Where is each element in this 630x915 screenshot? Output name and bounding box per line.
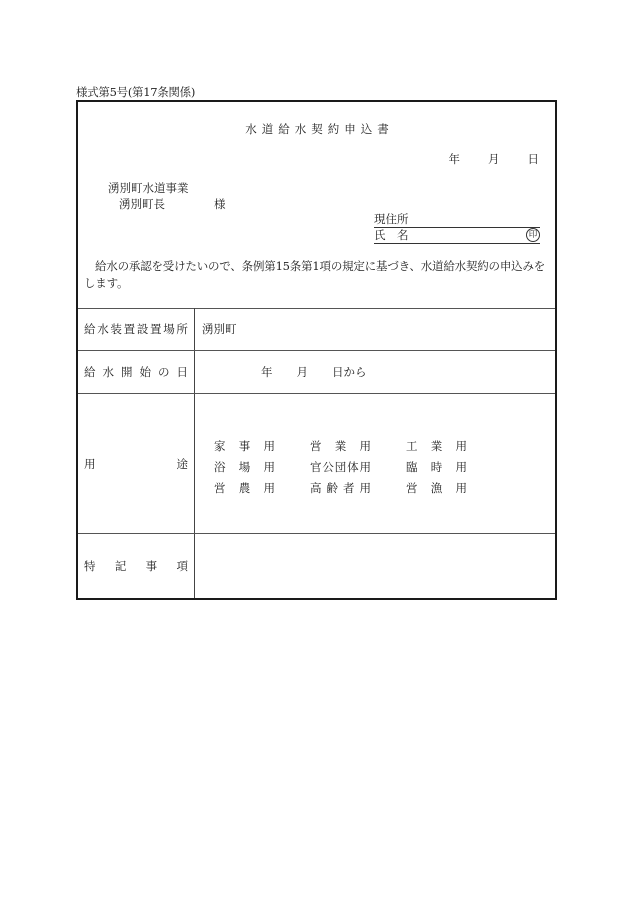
application-date[interactable] [449,151,540,167]
row-start-date [78,351,555,394]
applicant-name-label: 氏 名 [374,228,409,242]
use-option-business[interactable]: 営 業 用 [310,439,371,453]
use-option-temporary[interactable]: 臨 時 用 [406,460,467,474]
installation-location-field[interactable] [195,308,555,350]
use-options-row [214,436,467,457]
use-option-farming[interactable]: 営 農 用 [214,481,275,495]
label-installation-location: 給 水 装 置 設 置 場 所 [78,308,195,350]
use-options-row [214,457,467,478]
seal-icon: 印 [526,228,540,242]
label-use: 用 途 [78,394,195,533]
applicant-name-field[interactable] [374,228,540,244]
row-use [78,394,555,534]
addressee-honorific: 様 [214,197,226,211]
start-date-month-label: 月 [296,365,308,379]
date-year-label: 年 [448,152,460,166]
use-option-bathhouse[interactable]: 浴 場 用 [214,460,275,474]
use-option-household[interactable]: 家 事 用 [214,439,275,453]
start-date-field[interactable] [195,351,555,393]
use-options [214,436,467,499]
applicant-address-label: 現住所 [374,212,409,226]
use-options-row [214,478,467,499]
applicant-address-field[interactable] [374,212,540,228]
label-special-notes: 特 記 事 項 [78,534,195,598]
special-notes-field[interactable] [195,534,555,598]
document-title: 水道給水契約申込書 [245,122,394,136]
date-day-label: 日 [527,152,539,166]
application-statement: 給水の承認を受けたいので、条例第15条第1項の規定に基づき、水道給水契約の申込みをします。 [84,259,546,290]
start-date-day-label: 日から [332,365,367,379]
form-caption: 様式第5号(第17条関係) [76,85,196,99]
start-date-year-label: 年 [261,365,273,379]
applicant-block [374,212,540,244]
installation-location-value: 湧別町 [202,322,237,336]
use-option-elderly[interactable]: 高 齢 者 用 [310,481,371,495]
use-option-fishing[interactable]: 営 漁 用 [406,481,467,495]
addressee-organization: 湧別町水道事業 [108,181,189,195]
form-header [78,102,555,309]
row-special-notes [78,534,555,598]
label-start-date: 給 水 開 始 の 日 [78,351,195,393]
addressee-name: 湧別町長 [119,197,165,211]
row-installation-location [78,308,555,351]
date-month-label: 月 [488,152,500,166]
use-option-industrial[interactable]: 工 業 用 [406,439,467,453]
application-form [76,100,557,600]
use-option-public-body[interactable]: 官 公 団 体 用 [310,460,371,474]
